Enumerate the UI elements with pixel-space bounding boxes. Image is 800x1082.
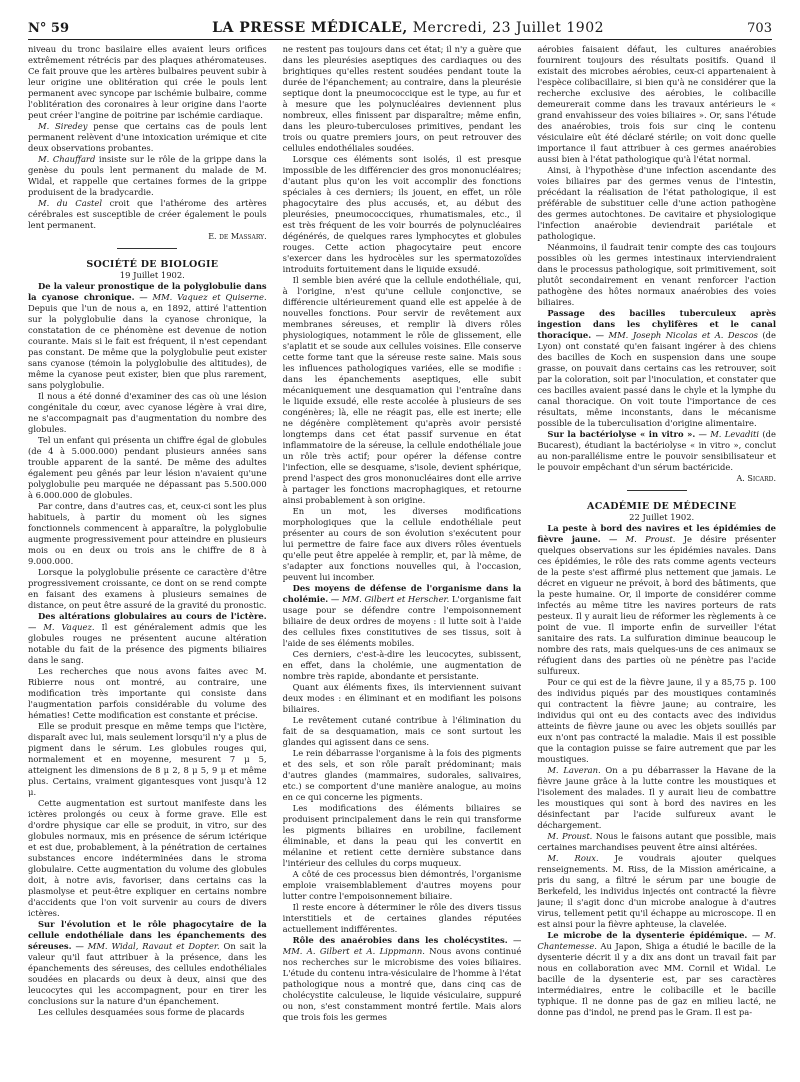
article-authors: — MM. Gilbert et Herscher.	[328, 594, 450, 604]
article	[283, 583, 522, 649]
article-columns	[28, 44, 776, 1078]
journal-title	[212, 20, 604, 36]
section-date: 19 Juillet 1902.	[119, 270, 185, 280]
signature: E. de Massary.	[208, 232, 267, 241]
paragraph: ne restent pas toujours dans cet état; il n'y a guère que dans les pleurésies aseptiques des cardiaques ou des brightiques qu'elles restent soudées pendant toute la durée de l'épanchement; au contraire, dans la pleurésie septique dont la pneumococcique est le type, au fur et à mesure que les polynucléaires deviennent plus nombreux, elles finissent par disparaître; même enfin, dans les pleuro-tuberculoses primitives, pendant les trois ou quatre premiers jours, on peut retrouver des cellules endothéliales soudées.	[282, 44, 522, 153]
section-title: ACADÉMIE DE MÉDECINE	[587, 501, 737, 512]
article	[537, 523, 776, 677]
article-authors: — MM. Joseph Nicolas et A. Descos	[591, 330, 758, 340]
section-title: SOCIÉTÉ DE BIOLOGIE	[86, 259, 219, 270]
paragraph: Les cellules desquamées sous forme de placards	[38, 1007, 245, 1017]
article	[537, 930, 776, 1018]
article	[28, 919, 267, 1007]
article-authors: — M. Chantemesse.	[537, 930, 776, 951]
article-title: Des moyens de défense de l'organisme dans la cholémie.	[282, 583, 522, 604]
paragraph: Le rein débarrasse l'organisme à la fois des pigments et des sels, et son rôle paraît prédominant; mais d'autres glandes (mammaires, sudorales, salivaires, etc.) se comportent d'une manière analogue, au moins en ce qui concerne les pigments.	[282, 748, 522, 802]
paragraph-text: Nous avons continué nos recherches sur le microbisme des voies biliaires. L'étude du contenu intra-vésiculaire de l'homme à l'état pathologique nous a montré que, dans cinq cas de cholécystite calculeuse, le liquide vésiculaire, suppuré ou non, s'est constamment montré fertile. Mais alors que trois fois les germes	[282, 946, 522, 1022]
article	[537, 429, 776, 473]
article	[28, 611, 267, 666]
article-authors: — MM. Widal, Ravaut et Dopter.	[71, 941, 220, 951]
speaker-name: M. Roux.	[547, 853, 599, 863]
page-number: 703	[747, 21, 772, 36]
paragraph-text: Au Japon, Shiga a étudié le bacille de la dysenterie décrit il y a dix ans dont un travail fait par nous en collaboration avec MM. Cornil et Widal. Le bacille de la dysenterie est, par ses caractères intermédiaires, entre le colibacille et le bacille typhique. Il ne donne pas de gaz en milieu lacté, ne donne pas d'indol, ne prend pas le Gram. Il est pa-	[537, 941, 776, 1017]
speaker-name: M. Chauffard	[38, 154, 96, 164]
section-date: 22 Juillet 1902.	[629, 512, 695, 522]
paragraph: Pour ce qui est de la fièvre jaune, il y a 85,75 p. 100 des individus piqués par des moustiques contaminés qui contractent la fièvre jaune; au contraire, les individus qui ont eu des contacts avec des individus atteints de fièvre jaune ou avec les objets souillés par eux n'ont pas contracté la maladie. Mais il est possible que la contagion puisse se faire autrement que par les moustiques.	[537, 677, 776, 764]
article	[537, 308, 776, 429]
paragraph: niveau du tronc basilaire elles avaient leurs orifices extrêmement rétrécis par des plaques athéromateuses. Ce fait prouve que les artères bulbaires peuvent subir à leur origine une oblitération qui crée le pouls lent permanent avec syncope par ischémie bulbaire, comme l'oblitération des coronaires à leur origine dans l'aorte peut créer l'angine de poitrine par ischémie cardiaque.	[28, 44, 267, 120]
paragraph: Quant aux éléments fixes, ils interviennent suivant deux modes : en éliminant et en modifiant les poisons biliaires.	[282, 682, 522, 714]
article-title: La peste à bord des navires et les épidémies de fièvre jaune.	[537, 523, 776, 544]
paragraph: Il semble bien avéré que la cellule endothéliale, qui, à l'origine, n'est qu'une cellule conjonctive, se différencie ultérieurement quand elle est appelée à de nouvelles fonctions. Pour servir de revêtement aux membranes séreuses, et remplir là divers rôles physiologiques, notamment le rôle de glissement, elle s'aplatit et se soude aux cellules voisines. Elle conserve cette forme tant que la séreuse reste saine. Mais sous les influences pathologiques variées, elle se modifie : dans les épanchements aseptiques, elle subit mécaniquement une desquamation qui l'entraîne dans le liquide exsudé, elle reste accolée à plusieurs de ses congénères; là, elle ne réagit pas, elle est inerte; elle ne dégénère complètement qu'après avoir persisté longtemps dans cet état passif survenue en état inflammatoire de la séreuse, la cellule endothéliale joue un rôle très actif; pour opérer la défense contre l'infection, elle se desquame, s'isole, devient sphérique, prend l'aspect des gros mononucléaires dont elle arrive à partager les fonctions macrophagiques, et retourne ainsi probablement à son origine.	[282, 275, 522, 505]
article	[283, 935, 522, 1023]
paragraph: Il nous a été donné d'examiner des cas où une lésion congénitale du cœur, avec cyanose légère à vrai dire, ne s'accompagnait pas d'augmentation du nombre des globules.	[28, 391, 267, 434]
paragraph-text: Je voudrais ajouter quelques renseignements. M. Riss, de la Mission américaine, a pris du sang, a filtré le sérum par une bougie de Berkefeld, les individus injectés ont contracté la fièvre jaune; il s'agit donc d'un microbe analogue à d'autres virus, tellement petit qu'il échappe au microscope. Il en est ainsi pour la fièvre aphteuse, la clavelée.	[537, 853, 776, 929]
article-authors: — MM. A. Gilbert et A. Lippmann.	[282, 935, 522, 956]
paragraph: aérobies faisaient défaut, les cultures anaérobies fournirent toujours des résultats positifs. Quand il existait des microbes aérobies, ceux-ci appartenaient à l'espèce colibacillaire, si bien qu'à ne considérer que la recherche exclusive des aérobies, le colibacille demeurerait comme dans les travaux antérieurs le « grand envahisseur des voies biliaires ». Or, sans l'étude des anaérobies, trois fois sur cinq le contenu vésiculaire eût été déclaré stérile; on voit donc quelle importance il faut attribuer à ces germes anaérobies aussi bien à l'état pathologique qu'à l'état normal.	[537, 44, 776, 164]
paragraph-text: (de Bucarest), étudiant la bactériolyse « in vitro », conclut au non-parallélisme entre le pouvoir sensibilisateur et le pouvoir empêchant d'un sérum bactéricide.	[537, 429, 776, 472]
journal-date: Mercredi, 23 Juillet 1902	[407, 20, 605, 36]
paragraph: Néanmoins, il faudrait tenir compte des cas toujours possibles où les germes intestinaux interviendraient dans le processus pathologique, soit primitivement, soit plutôt secondairement en venant renforcer l'action pathogène des hôtes normaux anaérobies des voies biliaires.	[537, 242, 776, 307]
article	[28, 281, 267, 391]
page-header	[28, 10, 772, 40]
speaker-name: M. Laveran.	[547, 765, 601, 775]
paragraph-text: insiste sur le rôle de la grippe dans la genèse du pouls lent permanent du malade de M. Widal, et rappelle que certaines formes de la grippe produisent de la bradycardie.	[28, 154, 267, 197]
paragraph: Les modifications des éléments biliaires se produisent principalement dans le rein qui transforme les pigments biliaires en urobiline, facilement éliminable, et dans la peau qui les convertit en mélanine et retient cette dernière substance dans l'intérieur des cellules du corps muqueux.	[282, 803, 522, 868]
article-authors: — M. Proust.	[600, 534, 676, 544]
paragraph-text: L'organisme fait usage pour se défendre contre l'empoisonnement biliaire de deux ordres de moyens : il lutte soit à l'aide des cellules fixes constitutives de ses tissus, soit à l'aide de ses éléments mobiles.	[282, 594, 522, 648]
speaker-name: M. Proust.	[547, 831, 593, 841]
paragraph: Elle se produit presque en même temps que l'ictère, disparaît avec lui, mais seulement lorsqu'il n'y a plus de pigment dans le sérum. Les globules rouges qui, normalement et en moyenne, mesurent 7 μ 5, atteignent les dimensions de 8 μ 2, 8 μ 5, 9 μ et même plus. Certains, vraiment gigantesques vont jusqu'à 12 μ.	[28, 721, 267, 797]
paragraph: Par contre, dans d'autres cas, et, ceux-ci sont les plus habituels, à partir du moment où les signes fonctionnels commencent à apparaître, la polyglobulie augmente progressivement pour atteindre en plusieurs mois ou en deux ou trois ans le chiffre de 8 à 9.000.000.	[28, 501, 267, 566]
paragraph	[537, 765, 776, 831]
article-authors: — M. Levaditi	[695, 429, 760, 439]
paragraph-text: Il est généralement admis que les globules rouges ne présentent aucune altération notable du fait de la présence des pigments biliaires dans le sang.	[28, 622, 267, 665]
article-title: Sur l'évolution et le rôle phagocytaire de la cellule endothéliale dans les épanchements des séreuses.	[28, 919, 267, 951]
article-title: Passage des bacilles tuberculeux après ingestion dans les chylifères et le canal thoracique.	[537, 308, 776, 340]
section-divider	[627, 490, 687, 491]
paragraph	[28, 198, 267, 231]
speaker-name: M. Siredey	[38, 121, 88, 131]
paragraph-text: Je désire présenter quelques observations sur les épidémies navales. Dans ces épidémies, le rôle des rats comme agents vecteurs de la peste s'est affirmé plus nettement que jamais. Le décret en vigueur ne prévoit, à bord des bâtiments, que la peste humaine. Or, il importe de considérer comme infectés au même titre les navires porteurs de rats pesteux. Il y aurait lieu de réformer les règlements à ce point de vue. Il importe enfin de surveiller l'état sanitaire des rats. La sulfuration diminue beaucoup le nombre des rats, mais quelques-uns de ces animaux se réfugient dans des parties où ne pénètre pas l'acide sulfureux.	[537, 534, 776, 676]
paragraph	[537, 831, 776, 853]
paragraph-text: pense que certains cas de pouls lent permanent relèvent d'une intoxication urémique et cite deux observations probantes.	[28, 121, 267, 153]
paragraph: Il reste encore à déterminer le rôle des divers tissus interstitiels et de certaines glandes réputées actuellement indifférentes.	[282, 902, 522, 934]
article-title: Sur la bactériolyse « in vitro ».	[547, 429, 696, 439]
issue-number: N° 59	[28, 21, 69, 36]
paragraph-text: Depuis que l'un de nous a, en 1892, attiré l'attention sur la polyglobulie dans la cyanose chronique, la constatation de ce phénomène est devenue de notion courante. Mais si le fait est fréquent, il n'est cependant pas constant. De même que la polyglobulie peut exister sans cyanose (témoin la polyglobulie des altitudes), de même la cyanose peut exister, bien que plus rarement, sans polyglobulie.	[28, 303, 267, 390]
article-title: De la valeur pronostique de la polyglobulie dans la cyanose chronique.	[28, 281, 267, 302]
column-2	[283, 44, 522, 1078]
journal-name: LA PRESSE MÉDICALE,	[212, 20, 408, 36]
paragraph	[28, 121, 267, 154]
paragraph-text: (de Lyon) ont constaté qu'en faisant ingérer à des chiens des bacilles de Koch en suspension dans une soupe grasse, on pouvait dans certains cas les retrouver, soit par la coloration, soit par l'inoculation, et constater que ces bacilles avaient passé dans le chyle et la lymphe du canal thoracique. On voit toute l'importance de ces résultats, même inconstants, dans le mécanisme possible de la tuberculisation d'origine alimentaire.	[537, 330, 776, 428]
paragraph-text: croit que l'athérome des artères cérébrales est susceptible de créer également le pouls lent permanent.	[28, 198, 267, 230]
paragraph-text: Nous le faisons autant que possible, mais certaines marchandises peuvent être ainsi altérées.	[537, 831, 776, 852]
paragraph: Ainsi, à l'hypothèse d'une infection ascendante des voies biliaires par des germes venus de l'intestin, précédant la réalisation de l'état pathologique, il est préférable de substituer celle d'une action pathogène des germes autochtones. De cavitaire et physiologique l'infection anaérobie deviendrait pariétale et pathologique.	[537, 165, 776, 241]
column-3	[537, 44, 776, 1078]
paragraph: Lorsque ces éléments sont isolés, il est presque impossible de les différencier des gros mononucléaires; d'autant plus qu'on les voit accomplir des fonctions spéciales à ces derniers; ils jouent, en effet, un rôle phagocytaire des plus accusés, et, au début des pleurésies, pneumococciques, rhumatismales, etc., il est très fréquent de les voir bourrés de polynucléaires dégénérés, de quelques rares lymphocytes et globules rouges. Cette action phagocytaire peut encore s'exercer dans les hydrocèles sur les spermatozoïdes introduits fortuitement dans le liquide exsudé.	[282, 154, 522, 274]
paragraph-text: On a pu débarrasser la Havane de la fièvre jaune grâce à la lutte contre les moustiques et l'isolement des malades. Il y aurait lieu de combattre les moustiques qui sont à bord des navires en les désinfectant par l'acide sulfureux avant le déchargement.	[537, 765, 776, 830]
section-divider	[117, 248, 177, 249]
paragraph: Lorsque la polyglobulie présente ce caractère d'être progressivement croissante, ce dont on se rend compte en faisant des examens à plusieurs semaines de distance, on peut être assuré de la gravité du pronostic.	[28, 567, 267, 610]
speaker-name: M. du Castel	[38, 198, 103, 208]
article-authors: — M. Vaquez.	[28, 622, 95, 632]
paragraph: Le revêtement cutané contribue à l'élimination du fait de sa desquamation, mais ce sont surtout les glandes qui agissent dans ce sens.	[282, 715, 522, 747]
column-1	[28, 44, 267, 1078]
article-title: Le microbe de la dysenterie épidémique.	[547, 930, 748, 940]
paragraph-text: On sait la valeur qu'il faut attribuer à la présence, dans les épanchements des séreuses, des cellules endothéliales soudées en placards ou deux à deux, ainsi que des leucocytes qui les accompagnent, pour en tirer les conclusions sur la nature d'un épanchement.	[28, 941, 267, 1006]
paragraph: Cette augmentation est surtout manifeste dans les ictères prolongés ou ceux à forme grave. Elle est d'ordre physique car elle se produit, in vitro, sur des globules normaux, mis en présence de sérum ictérique et est due, probablement, à la pénétration de certaines substances encore indéterminées dans le stroma globulaire. Cette augmentation du volume des globules doit, à notre avis, favoriser, dans certains cas la plasmolyse et peut-être expliquer en certains nombre d'accidents que l'on voit survenir au cours de divers ictères.	[28, 798, 267, 918]
article-authors: — MM. Vaquez et Quiserne.	[134, 292, 267, 302]
paragraph: Les recherches que nous avons faites avec M. Ribierre nous ont montré, au contraire, une modification très importante qui consiste dans l'augmentation parfois considérable du volume des hématies! Cette modification est constante et précise.	[28, 666, 267, 720]
article-title: Rôle des anaérobies dans les cholécystites.	[292, 935, 508, 945]
paragraph: En un mot, les diverses modifications morphologiques que la cellule endothéliale peut présenter au cours de son évolution s'exécutent pour lui permettre de faire face aux divers rôles éventuels qu'elle peut être appelée à remplir, et, par là même, de s'adapter aux fonctions nouvelles qui, à l'occasion, peuvent lui incomber.	[282, 506, 522, 582]
article-title: Des altérations globulaires au cours de l'ictère.	[38, 611, 267, 621]
paragraph: Tel un enfant qui présenta un chiffre égal de globules (de 4 à 5.000.000) pendant plusieurs années sans trouble apparent de la santé. De même des adultes également peu gênés par leur lésion n'avaient qu'une polyglobulie peu marquée ne dépassant pas 5.500.000 à 6.000.000 de globules.	[28, 435, 267, 500]
paragraph: Ces derniers, c'est-à-dire les leucocytes, subissent, en effet, dans la cholémie, une augmentation de nombre très rapide, abondante et persistante.	[282, 649, 522, 681]
paragraph	[28, 154, 267, 198]
paragraph	[537, 853, 776, 930]
paragraph: A côté de ces processus bien démontrés, l'organisme emploie vraisemblablement d'autres moyens pour lutter contre l'empoisonnement biliaire.	[282, 869, 522, 901]
signature: A. Sicard.	[736, 474, 776, 483]
